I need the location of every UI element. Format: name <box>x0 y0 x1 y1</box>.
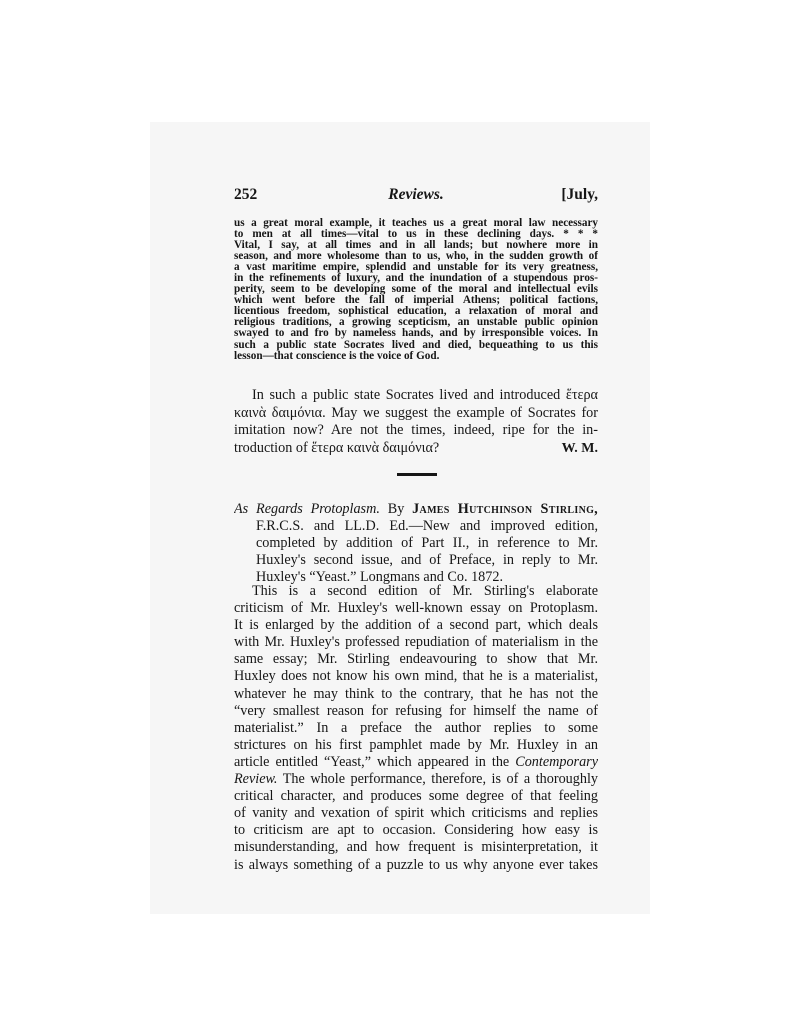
text-line: of vanity and vexation of spirit which criticisms and replies <box>234 805 598 822</box>
text-line: in the refinements of luxury, and the inundation of a stupendous pros- <box>234 273 598 285</box>
quoted-extract <box>234 218 598 362</box>
book-author: James Hutchinson Stirling, <box>412 501 598 517</box>
text-run: The whole performance, therefore, is of a thoroughly <box>277 771 598 788</box>
book-title: As Regards Protoplasm. <box>234 501 380 517</box>
text-line: lesson—that conscience is the voice of God. <box>234 350 440 362</box>
text-line: critical character, and produces some degree of that feeling <box>234 788 598 805</box>
review-body <box>234 583 598 874</box>
text-line: materialist.” In a preface the author replies to some <box>234 719 598 736</box>
text-line: with Mr. Huxley's professed repudiation of materialism in the <box>234 634 598 651</box>
text-line: καινὰ δαιμόνια. May we suggest the example of Socrates for <box>234 404 598 421</box>
text-line: to criticism are apt to occasion. Considering how easy is <box>234 822 598 839</box>
text-line: perity, seem to be developing some of the moral and intellectual evils <box>234 284 598 296</box>
text-line: same essay; Mr. Stirling endeavouring to show that Mr. <box>234 651 598 668</box>
text-line: Vital, I say, at all times and in all lands; but nowhere more in <box>234 240 598 252</box>
text-line: Huxley's second issue, and of Preface, in reply to Mr. <box>256 552 598 569</box>
text-run: article entitled “Yeast,” which appeared in the <box>234 753 516 770</box>
text-line: misunderstanding, and how frequent is misinterpretation, it <box>234 839 598 856</box>
running-title: Reviews. <box>388 186 444 203</box>
text-line: swayed to and fro by nameless hands, and by irresponsible voices. In <box>234 328 598 340</box>
text-line: whatever he may think to the contrary, that he has not the <box>234 685 598 702</box>
text-line: such a public state Socrates lived and died, bequeathing to us this <box>234 339 598 351</box>
text-line: This is a second edition of Mr. Stirling's elaborate <box>252 583 598 599</box>
text-line: strictures on his first pamphlet made by Mr. Huxley in an <box>234 736 598 753</box>
running-header <box>234 186 598 208</box>
text-line: a vast maritime empire, splendid and unstable for its very greatness, <box>234 262 598 274</box>
page-number: 252 <box>234 186 258 203</box>
text-line: us a great moral example, it teaches us a great moral law necessary <box>234 218 598 229</box>
text-line: It is enlarged by the addition of a second part, which deals <box>234 617 598 634</box>
text-line: Huxley's “Yeast.” Longmans and Co. 1872. <box>256 569 504 586</box>
review-citation <box>234 501 598 586</box>
text-line: religious traditions, a growing scepticism, an unstable public opinion <box>234 317 598 329</box>
text-line: imitation now? Are not the times, indeed, ripe for the in- <box>234 422 598 438</box>
text-line: completed by addition of Part II., in reference to Mr. <box>256 535 598 552</box>
by-label: By <box>387 501 405 517</box>
text-line: troduction of ἕτερα καινὰ δαιμόνια? <box>234 439 440 456</box>
text-line: criticism of Mr. Huxley's well-known essay on Protoplasm. <box>234 600 598 617</box>
section-divider <box>397 473 437 476</box>
citation-first-line <box>234 501 598 518</box>
text-line <box>234 771 598 788</box>
journal-title: Contemporary <box>515 753 598 770</box>
text-line: season, and more wholesome than to us, who, in the sudden growth of <box>234 251 598 263</box>
signature: W. M. <box>561 441 598 456</box>
text-line: is always something of a puzzle to us why anyone ever takes <box>234 856 598 873</box>
text-line: Huxley does not know his own mind, that he is a materialist, <box>234 668 598 685</box>
running-date: [July, <box>561 186 598 203</box>
text-line: F.R.C.S. and LL.D. Ed.—New and improved edition, <box>256 518 598 535</box>
text-line: licentious freedom, sophistical education, a relaxation of moral and <box>234 306 598 318</box>
journal-title: Review. <box>234 771 278 788</box>
text-line: to men at all times—vital to us in these declining days. * * * <box>234 229 598 241</box>
text-line: which went before the fall of imperial Athens; political factions, <box>234 295 598 307</box>
text-line: “very smallest reason for refusing for himself the name of <box>234 702 598 719</box>
text-line <box>234 754 598 771</box>
text-line: In such a public state Socrates lived and introduced ἕτερα <box>252 387 598 403</box>
